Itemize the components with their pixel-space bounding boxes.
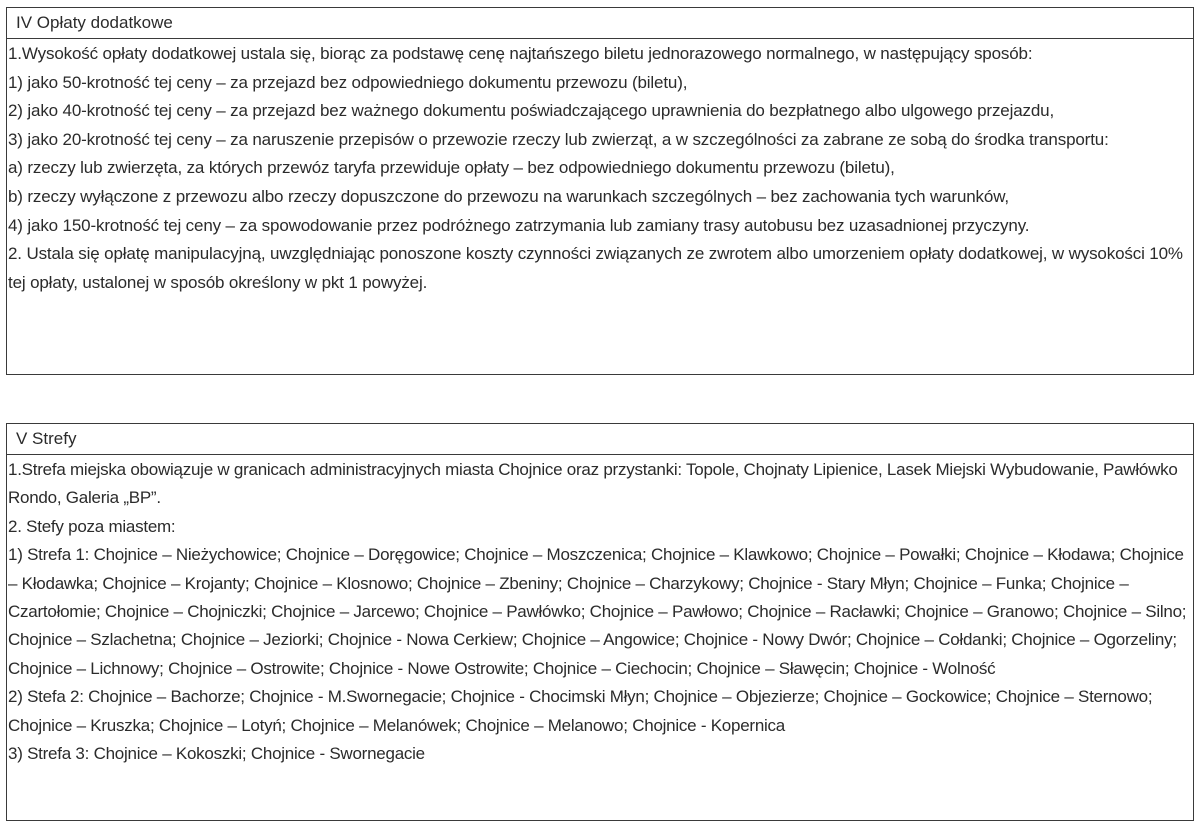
section-content [7, 455, 1193, 768]
section-title: IV Opłaty dodatkowe [7, 8, 1193, 39]
paragraph: 2) Stefa 2: Chojnice – Bachorze; Chojnice - M.Swornegacie; Chojnice - Chocimski Młyn; Chojnice – Objezierze; Chojnice – Gockowice; Chojnice – Sternowo; Chojnice – Kruszka; Chojnice – Lotyń; Chojnice – Melanówek; Chojnice – Melanowo; Chojnice - Kopernica [8, 687, 1153, 735]
paragraph: 3) Strefa 3: Chojnice – Kokoszki; Chojnice - Swornegacie [8, 744, 425, 764]
section-title: V Strefy [7, 424, 1193, 455]
zones-section [6, 423, 1194, 821]
paragraph: 1.Wysokość opłaty dodatkowej ustala się, biorąc za podstawę cenę najtańszego biletu jednorazowego normalnego, w następujący sposób: [8, 44, 1033, 63]
paragraph: 1) Strefa 1: Chojnice – Nieżychowice; Chojnice – Doręgowice; Chojnice – Moszczenica; Chojnice – Klawkowo; Chojnice – Powałki; Chojnice – Kłodawa; Chojnice – Kłodawka; Chojnice – Krojanty; Chojnice – Klosnowo; Chojnice – Zbeniny; Chojnice – Charzykowy; Chojnice - Stary Młyn; Chojnice – Funka; Chojnice – Czartołomie; Chojnice – Chojniczki; Chojnice – Jarcewo; Chojnice – Pawłówko; Chojnice – Pawłowo; Chojnice – Racławki; Chojnice – Granowo; Chojnice – Silno; Chojnice – Szlachetna; Chojnice – Jeziorki; Chojnice - Nowa Cerkiew; Chojnice – Angowice; Chojnice - Nowy Dwór; Chojnice – Cołdanki; Chojnice – Ogorzeliny; Chojnice – Lichnowy; Chojnice – Ostrowite; Chojnice - Nowe Ostrowite; Chojnice – Ciechocin; Chojnice – Sławęcin; Chojnice - Wolność [8, 545, 1187, 678]
paragraph: 1) jako 50-krotność tej ceny – za przejazd bez odpowiedniego dokumentu przewozu (biletu), [8, 72, 688, 92]
fees-section [6, 7, 1194, 375]
paragraph: 2) jako 40-krotność tej ceny – za przejazd bez ważnego dokumentu poświadczającego uprawnienia do bezpłatnego albo ulgowego przejazdu, [8, 101, 1055, 121]
paragraph: 3) jako 20-krotność tej ceny – za naruszenie przepisów o przewozie rzeczy lub zwierząt, a w szczególności za zabrane ze sobą do środka transportu: [8, 129, 1109, 149]
section-content [7, 39, 1193, 297]
paragraph: 4) jako 150-krotność tej ceny – za spowodowanie przez podróżnego zatrzymania lub zamiany trasy autobusu bez uzasadnionej przyczyny. [8, 215, 1030, 235]
paragraph: a) rzeczy lub zwierzęta, za których przewóz taryfa przewiduje opłaty – bez odpowiedniego dokumentu przewozu (biletu), [8, 158, 895, 178]
paragraph: 1.Strefa miejska obowiązuje w granicach administracyjnych miasta Chojnice oraz przystanki: Topole, Chojnaty Lipienice, Lasek Miejski Wybudowanie, Pawłówko Rondo, Galeria „BP”. [8, 460, 1178, 508]
paragraph: 2. Ustala się opłatę manipulacyjną, uwzględniając ponoszone koszty czynności związanych ze zwrotem albo umorzeniem opłaty dodatkowej, w wysokości 10% tej opłaty, ustalonej w sposób określony w pkt 1 powyżej. [8, 244, 1183, 292]
paragraph: 2. Stefy poza miastem: [8, 516, 176, 536]
paragraph: b) rzeczy wyłączone z przewozu albo rzeczy dopuszczone do przewozu na warunkach szczególnych – bez zachowania tych warunków, [8, 186, 1009, 206]
